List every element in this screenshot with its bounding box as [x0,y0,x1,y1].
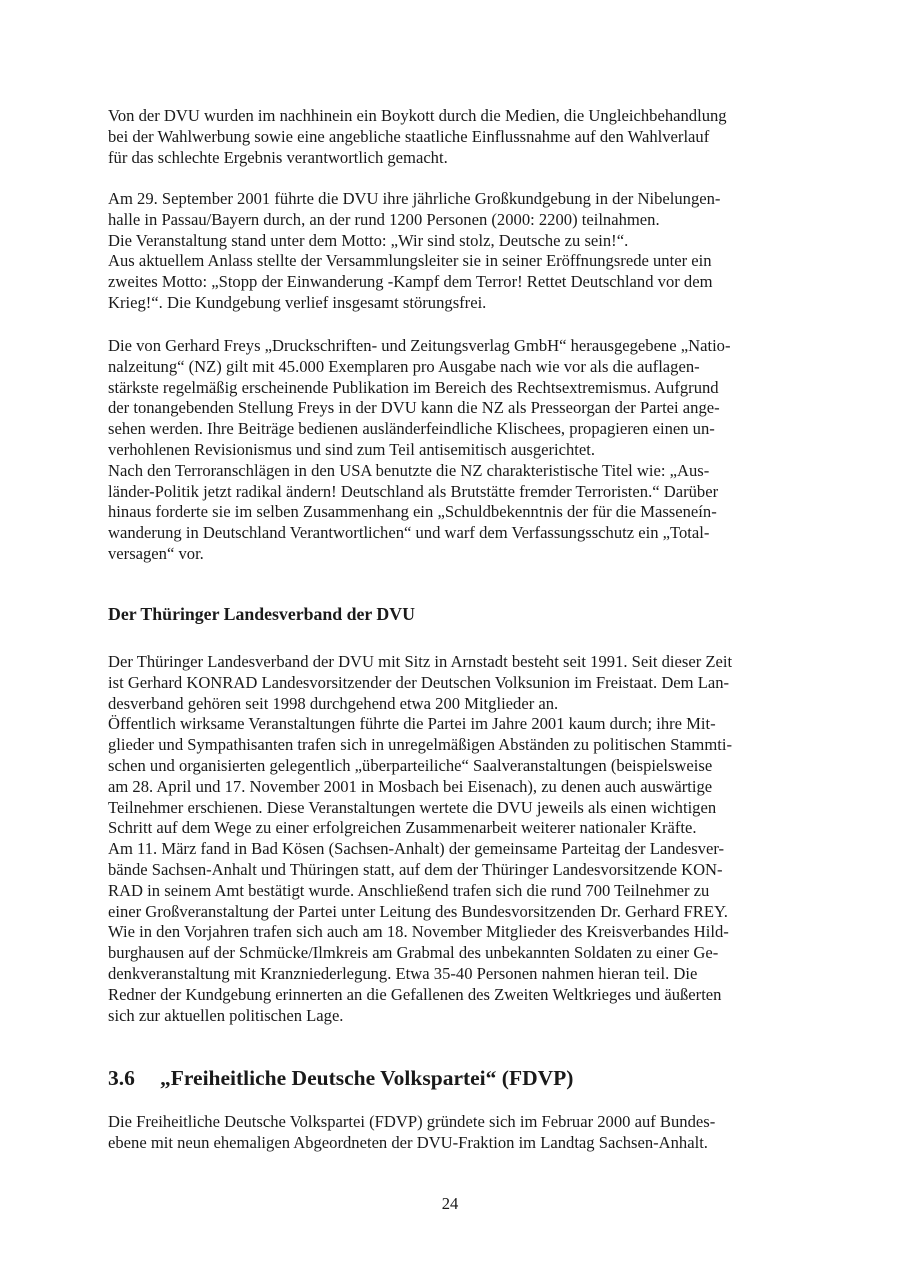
text-line: Am 11. März fand in Bad Kösen (Sachsen-Anhalt) der gemeinsame Parteitag der Landesver- [108,839,725,859]
text-line: halle in Passau/Bayern durch, an der rund 1200 Personen (2000: 2200) teilnahmen. [108,209,660,229]
text-line: zweites Motto: „Stopp der Einwanderung -Kampf dem Terror! Rettet Deutschland vor dem [108,272,713,292]
paragraph-dvu-boycott [108,106,758,168]
text-line: Wie in den Vorjahren trafen sich auch am 18. November Mitglieder des Kreisverbandes Hild- [108,922,729,942]
text-line: glieder und Sympathisanten trafen sich in unregelmäßigen Abständen zu politischen Stammti- [108,735,732,755]
text-line: Schritt auf dem Wege zu einer erfolgreichen Zusammenarbeit weiterer nationaler Kräfte. [108,818,697,838]
text-line: Krieg!“. Die Kundgebung verlief insgesamt störungsfrei. [108,292,487,312]
paragraph-landesverband [108,652,758,1026]
text-line: länder-Politik jetzt radikal ändern! Deutschland als Brutstätte fremder Terroristen.“ Darüber [108,481,719,501]
page-number: 24 [441,1194,459,1213]
text-line: RAD in seinem Amt bestätigt wurde. Anschließend trafen sich die rund 700 Teilnehmer zu [108,880,710,900]
section-heading-fdvp [108,1066,573,1091]
section-title: „Freiheitliche Deutsche Volkspartei“ (FDVP) [160,1066,574,1090]
text-line: Die von Gerhard Freys „Druckschriften- und Zeitungsverlag GmbH“ herausgegebene „Natio- [108,336,731,355]
text-line: desverband gehören seit 1998 durchgehend etwa 200 Mitglieder an. [108,693,559,713]
text-line: nalzeitung“ (NZ) gilt mit 45.000 Exemplaren pro Ausgabe nach wie vor als die auflagen- [108,356,700,376]
paragraph-passau-rally [108,189,758,314]
text-line: Nach den Terroranschlägen in den USA benutzte die NZ charakteristische Titel wie: „Aus- [108,460,710,480]
text-line: Aus aktuellem Anlass stellte der Versammlungsleiter sie in seiner Eröffnungsrede unter ein [108,251,712,271]
text-line: sehen werden. Ihre Beiträge bedienen ausländerfeindliche Klischees, propagieren einen un- [108,419,715,439]
text-line: burghausen auf der Schmücke/Ilmkreis am Grabmal des unbekannten Soldaten zu einer Ge- [108,943,719,963]
text-line: denkveranstaltung mit Kranzniederlegung. Etwa 35-40 Personen nahmen hieran teil. Die [108,963,698,983]
text-line: versagen“ vor. [108,543,204,563]
section-number: 3.6 [108,1066,135,1090]
text-line: Redner der Kundgebung erinnerten an die Gefallenen des Zweiten Weltkrieges und äußerten [108,984,722,1004]
text-line: verhohlenen Revisionismus und sind zum Teil antisemitisch ausgerichtet. [108,439,596,459]
paragraph-fdvp [108,1112,758,1154]
text-line: sich zur aktuellen politischen Lage. [108,1005,344,1025]
text-line: bände Sachsen-Anhalt und Thüringen statt, auf dem der Thüringer Landesvorsitzende KON- [108,859,723,879]
paragraph-nationalzeitung [108,336,758,565]
text-line: Die Freiheitliche Deutsche Volkspartei (FDVP) gründete sich im Februar 2000 auf Bundes- [108,1112,716,1131]
text-line: der tonangebenden Stellung Freys in der DVU kann die NZ als Presseorgan der Partei ange- [108,398,720,418]
text-line: Von der DVU wurden im nachhinein ein Boykott durch die Medien, die Ungleichbehandlung [108,106,727,125]
text-line: hinaus forderte sie im selben Zusammenhang ein „Schuldbekenntnis der für die Masseneín- [108,502,717,522]
text-line: Die Veranstaltung stand unter dem Motto: „Wir sind stolz, Deutsche zu sein!“. [108,230,629,250]
text-line: ebene mit neun ehemaligen Abgeordneten der DVU-Fraktion im Landtag Sachsen-Anhalt. [108,1132,708,1152]
text-line: am 28. April und 17. November 2001 in Mosbach bei Eisenach), zu denen auch auswärtige [108,776,713,796]
text-line: schen und organisierten gelegentlich „überparteiliche“ Saalveranstaltungen (beispielsweise [108,755,713,775]
text-line: Am 29. September 2001 führte die DVU ihre jährliche Großkundgebung in der Nibelungen- [108,189,721,208]
subheading-thueringer-landesverband: Der Thüringer Landesverband der DVU [108,604,415,624]
text-line: Teilnehmer erschienen. Diese Veranstaltungen wertete die DVU jeweils als einen wichtigen [108,797,717,817]
text-line: einer Großveranstaltung der Partei unter Leitung des Bundesvorsitzenden Dr. Gerhard FREY. [108,901,728,921]
text-line: wanderung in Deutschland Verantwortlichen“ und warf dem Verfassungsschutz ein „Total- [108,523,710,543]
text-line: Der Thüringer Landesverband der DVU mit Sitz in Arnstadt besteht seit 1991. Seit dieser Zeit [108,652,733,671]
text-line: Öffentlich wirksame Veranstaltungen führte die Partei im Jahre 2001 kaum durch; ihre Mit- [108,714,716,734]
text-line: für das schlechte Ergebnis verantwortlich gemacht. [108,147,448,167]
text-line: bei der Wahlwerbung sowie eine angebliche staatliche Einflussnahme auf den Wahlverlauf [108,126,710,146]
text-line: ist Gerhard KONRAD Landesvorsitzender der Deutschen Volksunion im Freistaat. Dem Lan- [108,672,730,692]
text-line: stärkste regelmäßig erscheinende Publikation im Bereich des Rechtsextremismus. Aufgrund [108,377,719,397]
